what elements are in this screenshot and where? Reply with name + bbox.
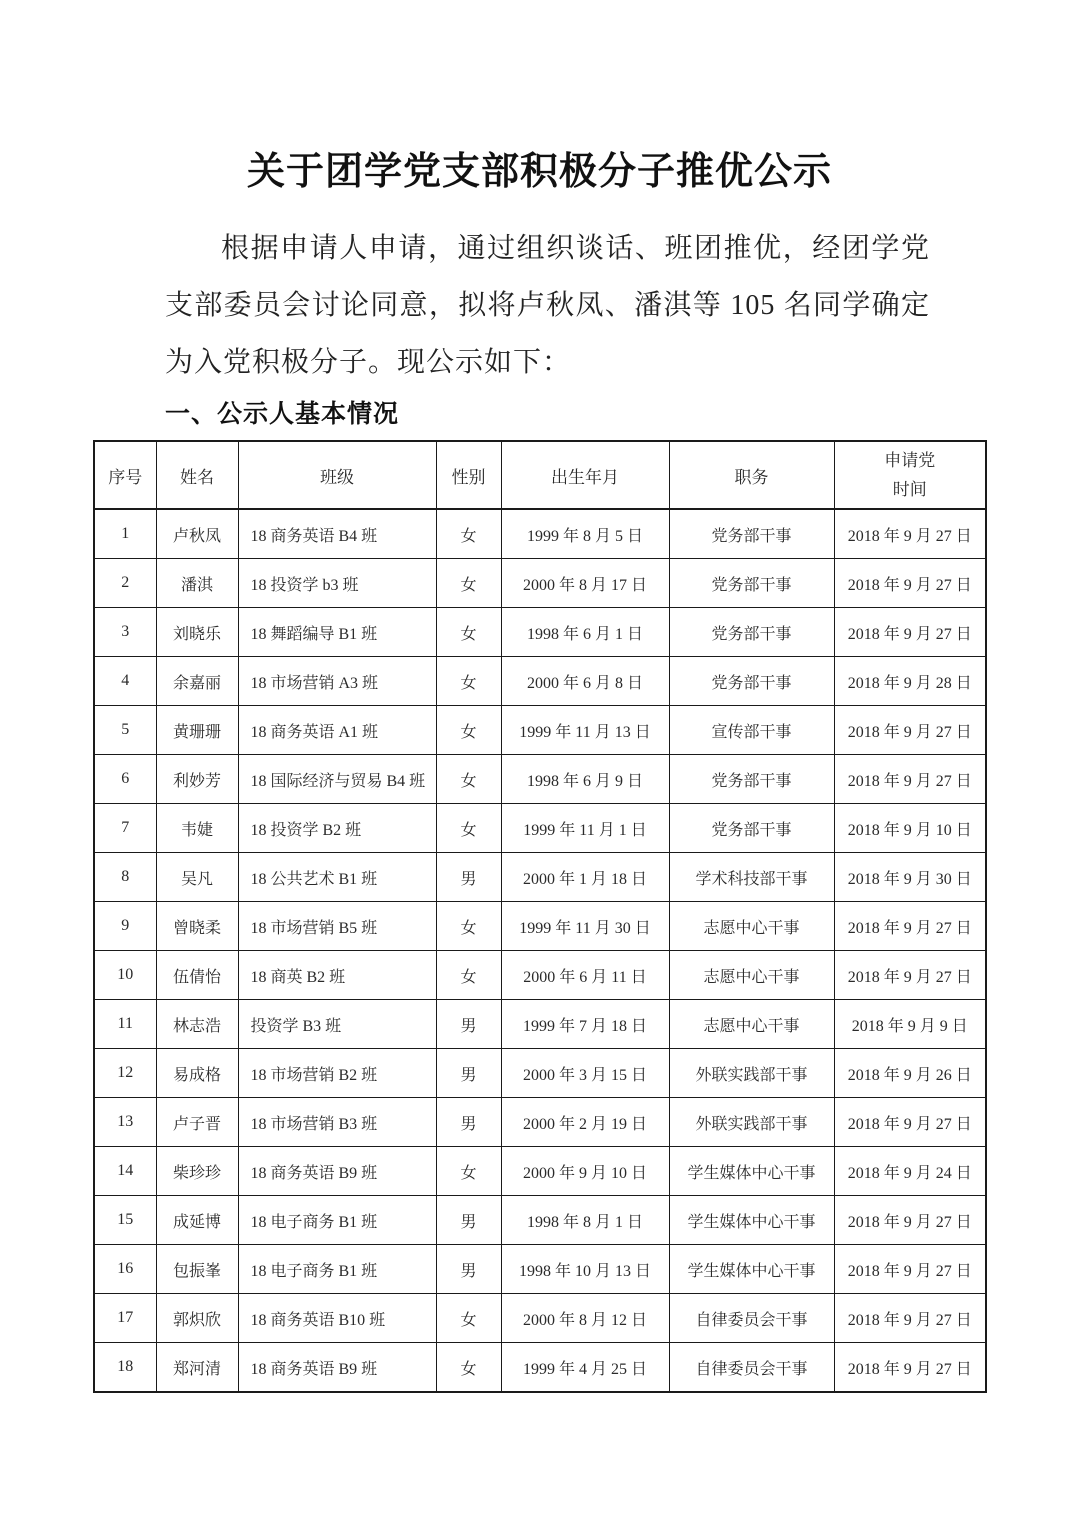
- cell-no: 14: [94, 1147, 156, 1196]
- cell-birth: 1998 年 8 月 1 日: [501, 1196, 669, 1245]
- table-row: [94, 804, 986, 853]
- column-header-apply-date-line1: 申请党: [884, 451, 936, 470]
- cell-apply-date: 2018 年 9 月 27 日: [834, 608, 986, 657]
- cell-name: 潘淇: [156, 559, 238, 608]
- column-header-birth: 出生年月: [501, 441, 669, 509]
- cell-position: 党务部干事: [669, 608, 834, 657]
- cell-gender: 女: [436, 559, 501, 608]
- table-row: [94, 1049, 986, 1098]
- cell-class: 18 公共艺术 B1 班: [238, 853, 436, 902]
- cell-position: 志愿中心干事: [669, 951, 834, 1000]
- intro-paragraph: [165, 220, 930, 391]
- cell-position: 学术科技部干事: [669, 853, 834, 902]
- cell-name: 卢秋凤: [156, 509, 238, 559]
- column-header-position: 职务: [669, 441, 834, 509]
- cell-gender: 男: [436, 1049, 501, 1098]
- cell-position: 学生媒体中心干事: [669, 1147, 834, 1196]
- cell-position: 志愿中心干事: [669, 902, 834, 951]
- cell-gender: 女: [436, 657, 501, 706]
- cell-name: 黄珊珊: [156, 706, 238, 755]
- cell-apply-date: 2018 年 9 月 10 日: [834, 804, 986, 853]
- cell-name: 韦婕: [156, 804, 238, 853]
- cell-apply-date: 2018 年 9 月 24 日: [834, 1147, 986, 1196]
- section-heading: 一、公示人基本情况: [165, 400, 400, 428]
- table-row: [94, 706, 986, 755]
- cell-gender: 女: [436, 1294, 501, 1343]
- cell-gender: 女: [436, 1147, 501, 1196]
- cell-no: 12: [94, 1049, 156, 1098]
- cell-class: 18 商务英语 A1 班: [238, 706, 436, 755]
- cell-apply-date: 2018 年 9 月 27 日: [834, 951, 986, 1000]
- cell-apply-date: 2018 年 9 月 27 日: [834, 1294, 986, 1343]
- cell-position: 党务部干事: [669, 559, 834, 608]
- cell-gender: 女: [436, 509, 501, 559]
- column-header-no: 序号: [94, 441, 156, 509]
- roster-table: [93, 440, 987, 1393]
- cell-name: 郑河清: [156, 1343, 238, 1393]
- cell-class: 18 市场营销 A3 班: [238, 657, 436, 706]
- cell-birth: 2000 年 6 月 11 日: [501, 951, 669, 1000]
- table-row: [94, 1098, 986, 1147]
- cell-class: 18 市场营销 B5 班: [238, 902, 436, 951]
- cell-no: 8: [94, 853, 156, 902]
- cell-apply-date: 2018 年 9 月 27 日: [834, 1196, 986, 1245]
- cell-no: 15: [94, 1196, 156, 1245]
- cell-name: 包振峯: [156, 1245, 238, 1294]
- table-row: [94, 1000, 986, 1049]
- cell-class: 18 舞蹈编导 B1 班: [238, 608, 436, 657]
- cell-birth: 2000 年 8 月 12 日: [501, 1294, 669, 1343]
- column-header-name: 姓名: [156, 441, 238, 509]
- cell-birth: 1999 年 7 月 18 日: [501, 1000, 669, 1049]
- cell-class: 18 商务英语 B9 班: [238, 1343, 436, 1393]
- cell-apply-date: 2018 年 9 月 26 日: [834, 1049, 986, 1098]
- table-row: [94, 951, 986, 1000]
- table-row: [94, 559, 986, 608]
- cell-class: 18 国际经济与贸易 B4 班: [238, 755, 436, 804]
- cell-gender: 女: [436, 755, 501, 804]
- cell-no: 17: [94, 1294, 156, 1343]
- cell-no: 11: [94, 1000, 156, 1049]
- cell-birth: 2000 年 8 月 17 日: [501, 559, 669, 608]
- cell-apply-date: 2018 年 9 月 30 日: [834, 853, 986, 902]
- cell-name: 柴珍珍: [156, 1147, 238, 1196]
- cell-gender: 女: [436, 608, 501, 657]
- cell-position: 自律委员会干事: [669, 1294, 834, 1343]
- table-row: [94, 755, 986, 804]
- cell-gender: 男: [436, 1098, 501, 1147]
- cell-birth: 1998 年 6 月 9 日: [501, 755, 669, 804]
- table-row: [94, 657, 986, 706]
- cell-no: 6: [94, 755, 156, 804]
- cell-gender: 女: [436, 902, 501, 951]
- cell-name: 吴凡: [156, 853, 238, 902]
- cell-position: 自律委员会干事: [669, 1343, 834, 1393]
- cell-birth: 2000 年 1 月 18 日: [501, 853, 669, 902]
- cell-class: 18 市场营销 B2 班: [238, 1049, 436, 1098]
- cell-gender: 男: [436, 1000, 501, 1049]
- cell-apply-date: 2018 年 9 月 27 日: [834, 706, 986, 755]
- cell-birth: 2000 年 9 月 10 日: [501, 1147, 669, 1196]
- cell-class: 18 商务英语 B4 班: [238, 509, 436, 559]
- cell-position: 党务部干事: [669, 804, 834, 853]
- cell-apply-date: 2018 年 9 月 27 日: [834, 902, 986, 951]
- cell-no: 5: [94, 706, 156, 755]
- cell-position: 外联实践部干事: [669, 1098, 834, 1147]
- column-header-gender: 性别: [436, 441, 501, 509]
- document-title: 关于团学党支部积极分子推优公示: [246, 151, 832, 193]
- table-header-row: [94, 441, 986, 509]
- cell-gender: 女: [436, 1343, 501, 1393]
- cell-name: 曾晓柔: [156, 902, 238, 951]
- cell-no: 9: [94, 902, 156, 951]
- cell-birth: 2000 年 2 月 19 日: [501, 1098, 669, 1147]
- cell-birth: 2000 年 6 月 8 日: [501, 657, 669, 706]
- cell-gender: 女: [436, 804, 501, 853]
- table-row: [94, 1147, 986, 1196]
- cell-apply-date: 2018 年 9 月 28 日: [834, 657, 986, 706]
- cell-no: 2: [94, 559, 156, 608]
- table-row: [94, 509, 986, 559]
- cell-class: 18 电子商务 B1 班: [238, 1245, 436, 1294]
- cell-no: 3: [94, 608, 156, 657]
- cell-gender: 男: [436, 1196, 501, 1245]
- cell-no: 13: [94, 1098, 156, 1147]
- table-row: [94, 1245, 986, 1294]
- table-row: [94, 902, 986, 951]
- table-row: [94, 1343, 986, 1393]
- cell-apply-date: 2018 年 9 月 27 日: [834, 1343, 986, 1393]
- cell-name: 伍倩怡: [156, 951, 238, 1000]
- table-row: [94, 1196, 986, 1245]
- cell-class: 18 投资学 B2 班: [238, 804, 436, 853]
- cell-no: 1: [94, 509, 156, 559]
- cell-no: 4: [94, 657, 156, 706]
- cell-birth: 2000 年 3 月 15 日: [501, 1049, 669, 1098]
- cell-birth: 1999 年 4 月 25 日: [501, 1343, 669, 1393]
- cell-birth: 1999 年 11 月 1 日: [501, 804, 669, 853]
- cell-no: 7: [94, 804, 156, 853]
- cell-position: 党务部干事: [669, 657, 834, 706]
- cell-position: 党务部干事: [669, 509, 834, 559]
- cell-apply-date: 2018 年 9 月 27 日: [834, 559, 986, 608]
- cell-no: 10: [94, 951, 156, 1000]
- column-header-apply-date: [834, 441, 986, 509]
- column-header-apply-date-line2: 时间: [892, 480, 927, 499]
- cell-name: 成延博: [156, 1196, 238, 1245]
- intro-line-1: 根据申请人申请，通过组织谈话、班团推优，经团学党: [221, 233, 930, 264]
- cell-apply-date: 2018 年 9 月 27 日: [834, 755, 986, 804]
- cell-position: 党务部干事: [669, 755, 834, 804]
- cell-name: 郭炽欣: [156, 1294, 238, 1343]
- cell-class: 18 商务英语 B9 班: [238, 1147, 436, 1196]
- cell-position: 志愿中心干事: [669, 1000, 834, 1049]
- cell-class: 18 市场营销 B3 班: [238, 1098, 436, 1147]
- cell-position: 学生媒体中心干事: [669, 1245, 834, 1294]
- cell-position: 宣传部干事: [669, 706, 834, 755]
- cell-birth: 1999 年 11 月 30 日: [501, 902, 669, 951]
- cell-apply-date: 2018 年 9 月 27 日: [834, 1245, 986, 1294]
- table-row: [94, 853, 986, 902]
- cell-name: 林志浩: [156, 1000, 238, 1049]
- cell-gender: 女: [436, 706, 501, 755]
- cell-position: 学生媒体中心干事: [669, 1196, 834, 1245]
- table-row: [94, 1294, 986, 1343]
- cell-class: 18 投资学 b3 班: [238, 559, 436, 608]
- cell-position: 外联实践部干事: [669, 1049, 834, 1098]
- cell-class: 投资学 B3 班: [238, 1000, 436, 1049]
- cell-class: 18 商务英语 B10 班: [238, 1294, 436, 1343]
- intro-line-3: 为入党积极分子。现公示如下：: [165, 347, 572, 378]
- cell-gender: 女: [436, 951, 501, 1000]
- cell-birth: 1999 年 11 月 13 日: [501, 706, 669, 755]
- cell-birth: 1998 年 6 月 1 日: [501, 608, 669, 657]
- cell-apply-date: 2018 年 9 月 9 日: [834, 1000, 986, 1049]
- cell-name: 易成格: [156, 1049, 238, 1098]
- cell-no: 18: [94, 1343, 156, 1393]
- intro-line-2: 支部委员会讨论同意，拟将卢秋凤、潘淇等 105 名同学确定: [165, 290, 930, 321]
- cell-name: 刘晓乐: [156, 608, 238, 657]
- cell-apply-date: 2018 年 9 月 27 日: [834, 1098, 986, 1147]
- cell-birth: 1998 年 10 月 13 日: [501, 1245, 669, 1294]
- cell-class: 18 电子商务 B1 班: [238, 1196, 436, 1245]
- cell-name: 余嘉丽: [156, 657, 238, 706]
- cell-gender: 男: [436, 853, 501, 902]
- cell-gender: 男: [436, 1245, 501, 1294]
- cell-apply-date: 2018 年 9 月 27 日: [834, 509, 986, 559]
- cell-name: 利妙芳: [156, 755, 238, 804]
- column-header-class: 班级: [238, 441, 436, 509]
- table-body: [94, 509, 986, 1392]
- cell-no: 16: [94, 1245, 156, 1294]
- cell-name: 卢子晋: [156, 1098, 238, 1147]
- table-row: [94, 608, 986, 657]
- cell-class: 18 商英 B2 班: [238, 951, 436, 1000]
- cell-birth: 1999 年 8 月 5 日: [501, 509, 669, 559]
